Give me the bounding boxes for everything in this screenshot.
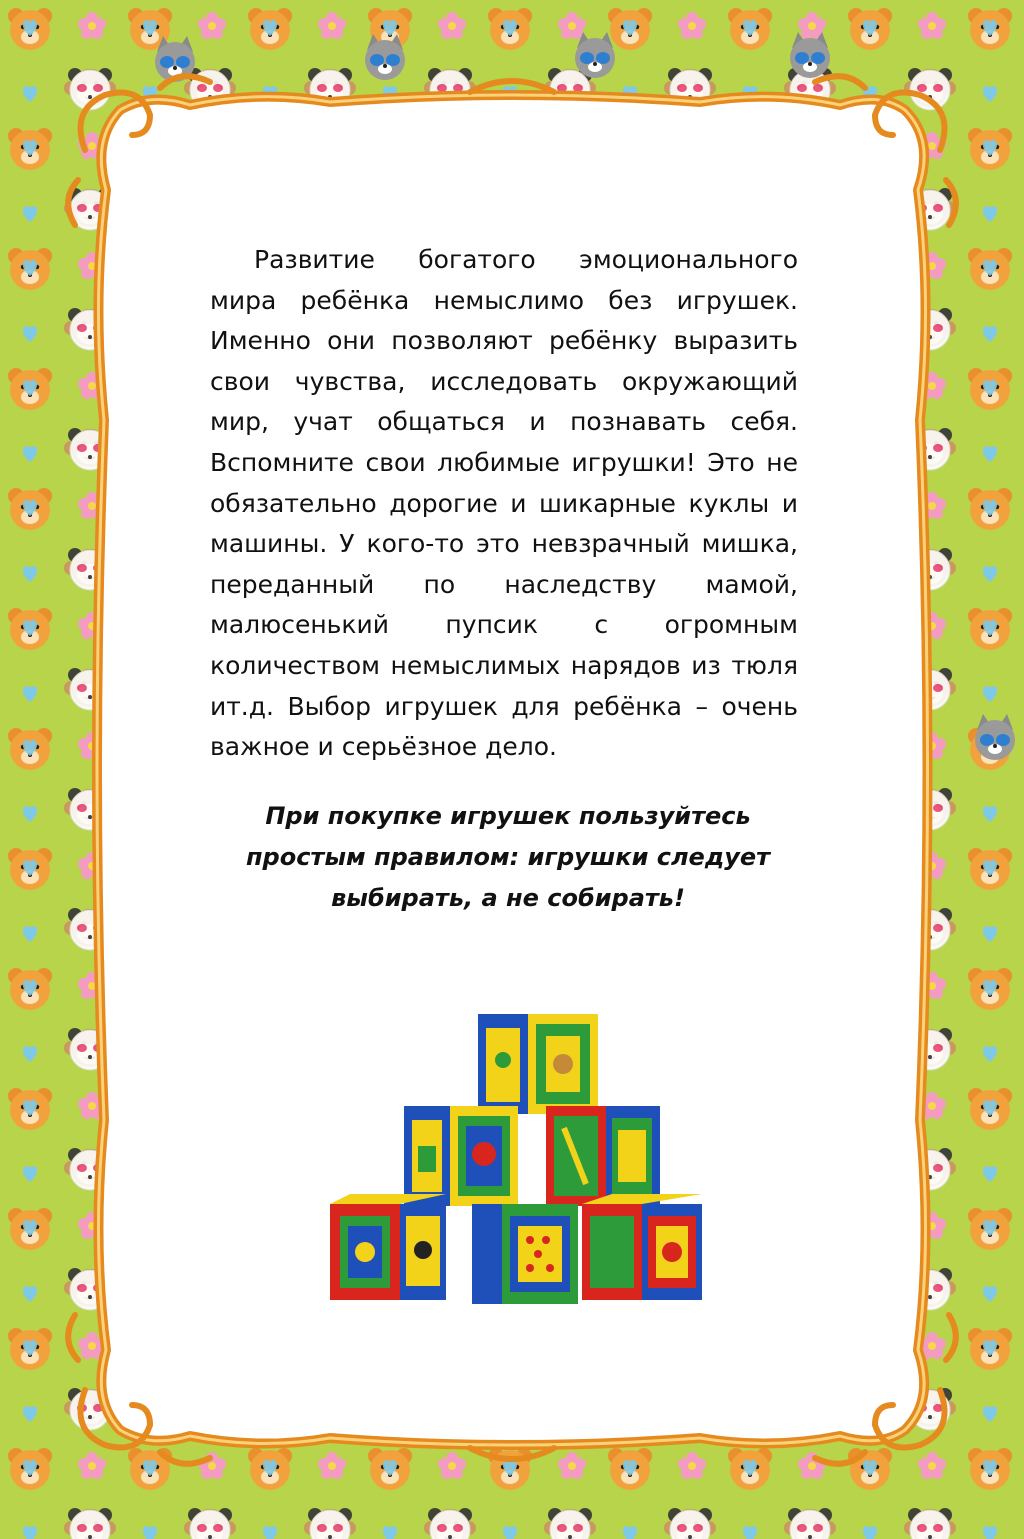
body-paragraph: Развитие богатого эмоционального мира ребёнка немыслимо без игрушек. Именно они позволяют ребёнку выразить свои чувства, исследовать окружающий мир, учат общаться и познавать себя. Вспомните свои любимые игрушки! Это не обязательно дорогие и шикарные куклы и машины. У кого-то это невзрачный мишка, переданный по наследству мамой, малюсенький пупсик с огромным количеством немыслимых нарядов из тюля ит.д. Выбор игрушек для ребёнка – очень важное и серьёзное дело.	[210, 245, 798, 762]
toy-blocks-stack	[320, 1000, 720, 1320]
rule-line-3: выбирать, а не собирать!	[331, 884, 685, 912]
rule-line-1: При покупке игрушек пользуйтесь	[265, 802, 751, 830]
body-text-block	[210, 240, 798, 768]
rule-callout	[228, 796, 788, 919]
rule-line-2: простым правилом: игрушки следует	[245, 843, 771, 871]
